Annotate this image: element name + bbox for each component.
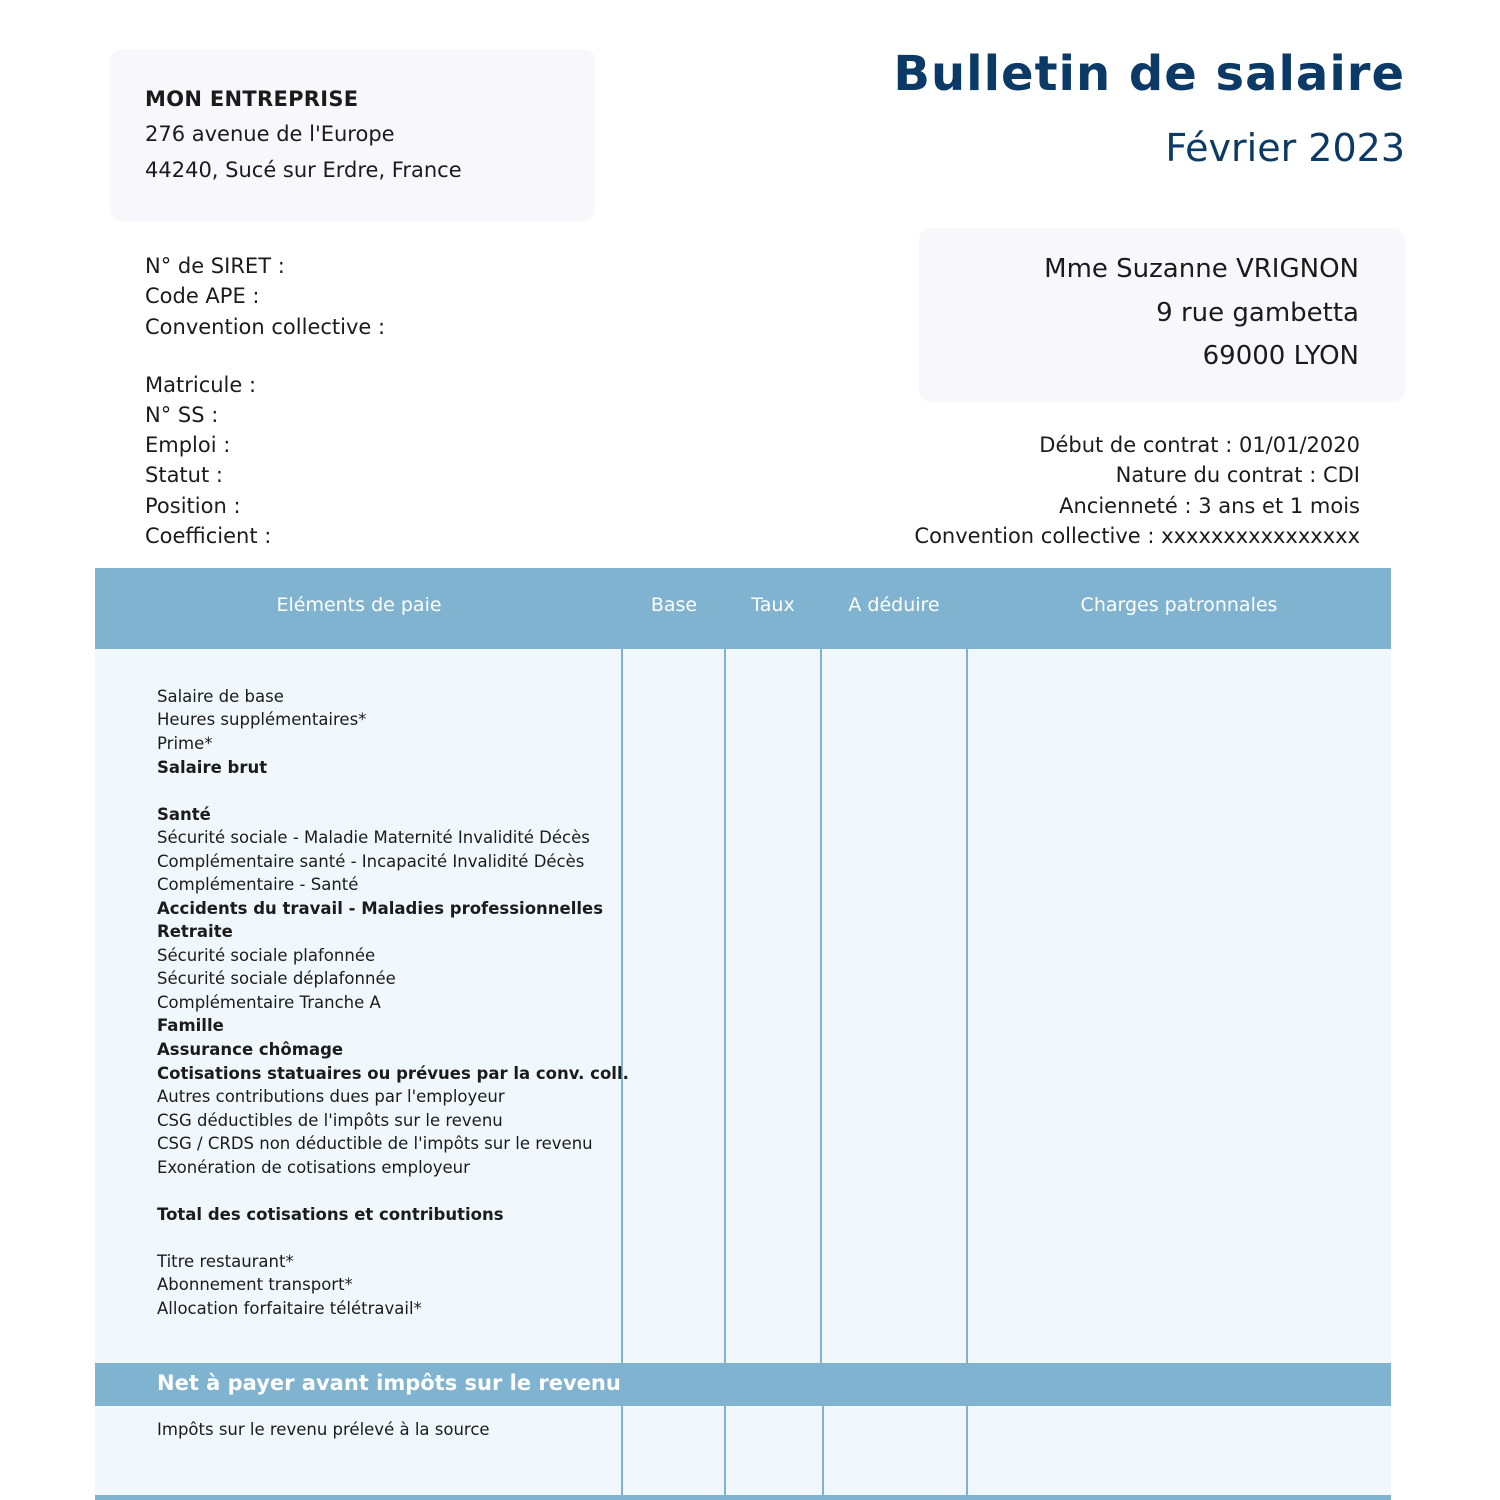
row-heures-sup: Heures supplémentaires* bbox=[157, 710, 367, 729]
emploi-label: Emploi : bbox=[145, 433, 231, 457]
column-divider bbox=[820, 649, 822, 1363]
table-bottom-border bbox=[95, 1495, 1391, 1500]
row-secu-deplafonnee: Sécurité sociale déplafonnée bbox=[157, 969, 396, 988]
pay-period: Février 2023 bbox=[1165, 126, 1405, 170]
row-accidents-travail: Accidents du travail - Maladies professionnelles bbox=[157, 899, 604, 918]
row-titre-restaurant: Titre restaurant* bbox=[157, 1252, 294, 1271]
pay-table-header bbox=[95, 568, 1391, 649]
coefficient-label: Coefficient : bbox=[145, 524, 272, 548]
row-allocation-teletravail: Allocation forfaitaire télétravail* bbox=[157, 1299, 422, 1318]
header-charges: Charges patronnales bbox=[1080, 594, 1278, 616]
convention-label: Convention collective : bbox=[145, 315, 386, 339]
row-compl-tranche-a: Complémentaire Tranche A bbox=[157, 993, 381, 1012]
column-divider bbox=[966, 649, 968, 1363]
header-deduire: A déduire bbox=[848, 594, 940, 616]
employee-address-line2: 69000 LYON bbox=[1202, 341, 1359, 371]
net-payer-band bbox=[95, 1363, 1391, 1406]
contract-nature: Nature du contrat : CDI bbox=[1115, 463, 1360, 487]
matricule-label: Matricule : bbox=[145, 373, 257, 397]
header-taux: Taux bbox=[751, 594, 795, 616]
row-secu-plafonnee: Sécurité sociale plafonnée bbox=[157, 946, 376, 965]
header-elements: Eléments de paie bbox=[276, 594, 442, 616]
row-secu-maladie: Sécurité sociale - Maladie Maternité Invalidité Décès bbox=[157, 828, 590, 847]
ss-number-label: N° SS : bbox=[145, 403, 219, 427]
row-salaire-base: Salaire de base bbox=[157, 687, 284, 706]
row-prime: Prime* bbox=[157, 734, 213, 753]
row-sante: Santé bbox=[157, 805, 211, 824]
column-divider bbox=[724, 649, 726, 1363]
row-impots-source: Impôts sur le revenu prélevé à la source bbox=[157, 1420, 490, 1439]
employee-box bbox=[919, 228, 1405, 402]
net-payer-label: Net à payer avant impôts sur le revenu bbox=[157, 1371, 621, 1395]
column-divider bbox=[822, 1406, 824, 1495]
company-address-line2: 44240, Sucé sur Erdre, France bbox=[145, 158, 462, 182]
contract-start: Début de contrat : 01/01/2020 bbox=[1039, 433, 1360, 457]
company-name: MON ENTREPRISE bbox=[145, 87, 359, 111]
row-famille: Famille bbox=[157, 1016, 224, 1035]
row-cotisations-statuaires: Cotisations statuaires ou prévues par la conv. coll. bbox=[157, 1064, 629, 1083]
row-retraite: Retraite bbox=[157, 922, 233, 941]
employee-name: Mme Suzanne VRIGNON bbox=[1044, 254, 1359, 284]
position-label: Position : bbox=[145, 494, 241, 518]
company-box bbox=[110, 49, 595, 221]
column-divider bbox=[621, 649, 623, 1363]
statut-label: Statut : bbox=[145, 463, 223, 487]
header-base: Base bbox=[650, 594, 698, 616]
row-compl-sante: Complémentaire - Santé bbox=[157, 875, 359, 894]
column-divider bbox=[966, 1406, 968, 1495]
siret-label: N° de SIRET : bbox=[145, 254, 285, 278]
contract-seniority: Ancienneté : 3 ans et 1 mois bbox=[1059, 494, 1360, 518]
column-divider bbox=[621, 1406, 623, 1495]
row-exoneration: Exonération de cotisations employeur bbox=[157, 1158, 470, 1177]
row-csg-crds-non-deductible: CSG / CRDS non déductible de l'impôts sur le revenu bbox=[157, 1134, 593, 1153]
ape-label: Code APE : bbox=[145, 284, 260, 308]
row-abonnement-transport: Abonnement transport* bbox=[157, 1275, 353, 1294]
row-autres-contributions: Autres contributions dues par l'employeur bbox=[157, 1087, 505, 1106]
contract-convention: Convention collective : xxxxxxxxxxxxxxxx bbox=[914, 524, 1360, 548]
pay-table-body bbox=[95, 649, 1391, 1500]
employee-address-line1: 9 rue gambetta bbox=[1156, 298, 1359, 328]
row-salaire-brut: Salaire brut bbox=[157, 758, 268, 777]
row-assurance-chomage: Assurance chômage bbox=[157, 1040, 344, 1059]
company-address-line1: 276 avenue de l'Europe bbox=[145, 122, 395, 146]
page-title: Bulletin de salaire bbox=[893, 46, 1405, 102]
row-total-cotisations: Total des cotisations et contributions bbox=[157, 1205, 504, 1224]
row-csg-deductible: CSG déductibles de l'impôts sur le revenu bbox=[157, 1111, 503, 1130]
column-divider bbox=[724, 1406, 726, 1495]
row-compl-sante-incapacite: Complémentaire santé - Incapacité Invalidité Décès bbox=[157, 852, 585, 871]
